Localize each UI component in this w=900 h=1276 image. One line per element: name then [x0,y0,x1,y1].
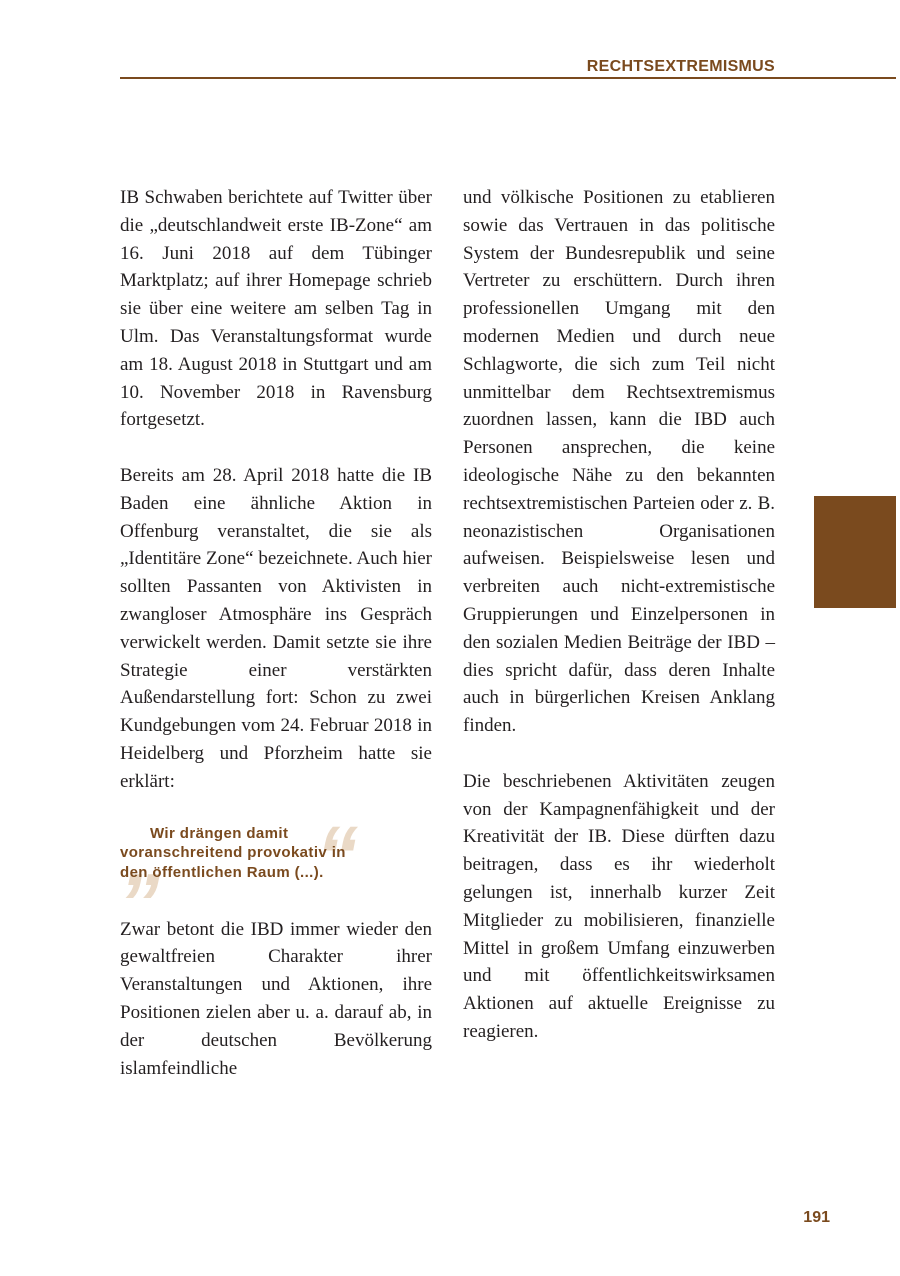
paragraph: und völkische Positionen zu etablieren sowie das Vertrauen in das politische System der Bundesrepublik und seine Vertreter zu erschüttern. Durch ihren professionellen Umgang mit den modernen Medien und durch neue Schlagworte, die sich zum Teil nicht unmittelbar dem Rechtsextremismus zuordnen lassen, kann die IBD auch Personen ansprechen, die keine ideologische Nähe zu den bekannten rechtsextremistischen Parteien oder z. B. neonazistischen Organisationen aufweisen. Beispielsweise lesen und verbreiten auch nicht-extremistische Gruppierungen und Einzelpersonen in den sozialen Medien Beiträge der IBD – dies spricht dafür, dass deren Inhalte auch in bürgerlichen Kreisen Anklang finden. [463,187,775,737]
pull-quote-line: Wir drängen damit [150,824,289,842]
paragraph: IB Schwaben berichtete auf Twitter über die „deutschlandweit erste IB-Zone“ am 16. Juni 2018 auf dem Tübinger Marktplatz; auf ihrer Homepage schrieb sie über eine weitere am selben Tag in Ulm. Das Veranstaltungsformat wurde am 18. August 2018 in Stuttgart und am 10. November 2018 in Ravensburg fortgesetzt. [120,187,432,431]
section-title: RECHTSEXTREMISMUS [586,58,775,75]
left-column [120,184,432,1082]
close-quote-mark: “ [316,808,358,903]
pull-quote-text [120,824,432,883]
paragraph: Zwar betont die IBD immer wieder den gewaltfreien Charakter ihrer Veranstaltungen und Aktionen, ihre Positionen zielen aber u. a. darauf ab, in der deutschen Bevölkerung islamfeindliche [120,918,432,1079]
page-number: 191 [803,1209,830,1226]
pull-quote-line: den öffentlichen Raum (...). [120,863,324,881]
paragraph: Die beschriebenen Aktivitäten zeugen von der Kampagnenfähigkeit und der Kreativität der IB. Diese dürften dazu beitragen, dass es ihr wiederholt gelungen ist, innerhalb kurzer Zeit Mitglieder zu mobilisieren, finanzielle Mittel in großem Umfang einzuwerben und mit öffentlichkeitswirksamen Aktionen auf aktuelle Ereignisse zu reagieren. [463,770,775,1042]
header-divider [120,77,896,79]
open-quote-mark: „ [126,808,168,903]
pull-quote [120,808,432,903]
chapter-tab-marker [814,496,896,608]
paragraph: Bereits am 28. April 2018 hatte die IB Baden eine ähnliche Aktion in Offenburg veranstaltet, die sie als „Identitäre Zone“ bezeichnete. Auch hier sollten Passanten von Aktivisten in zwangloser Atmosphäre ins Gespräch verwickelt werden. Damit setzte sie ihre Strategie einer verstärkten Außendarstellung fort: Schon zu zwei Kundgebungen vom 24. Februar 2018 in Heidelberg und Pforzheim hatte sie erklärt: [120,464,432,792]
right-column [463,184,775,1046]
pull-quote-line: voranschreitend provokativ in [120,844,346,862]
